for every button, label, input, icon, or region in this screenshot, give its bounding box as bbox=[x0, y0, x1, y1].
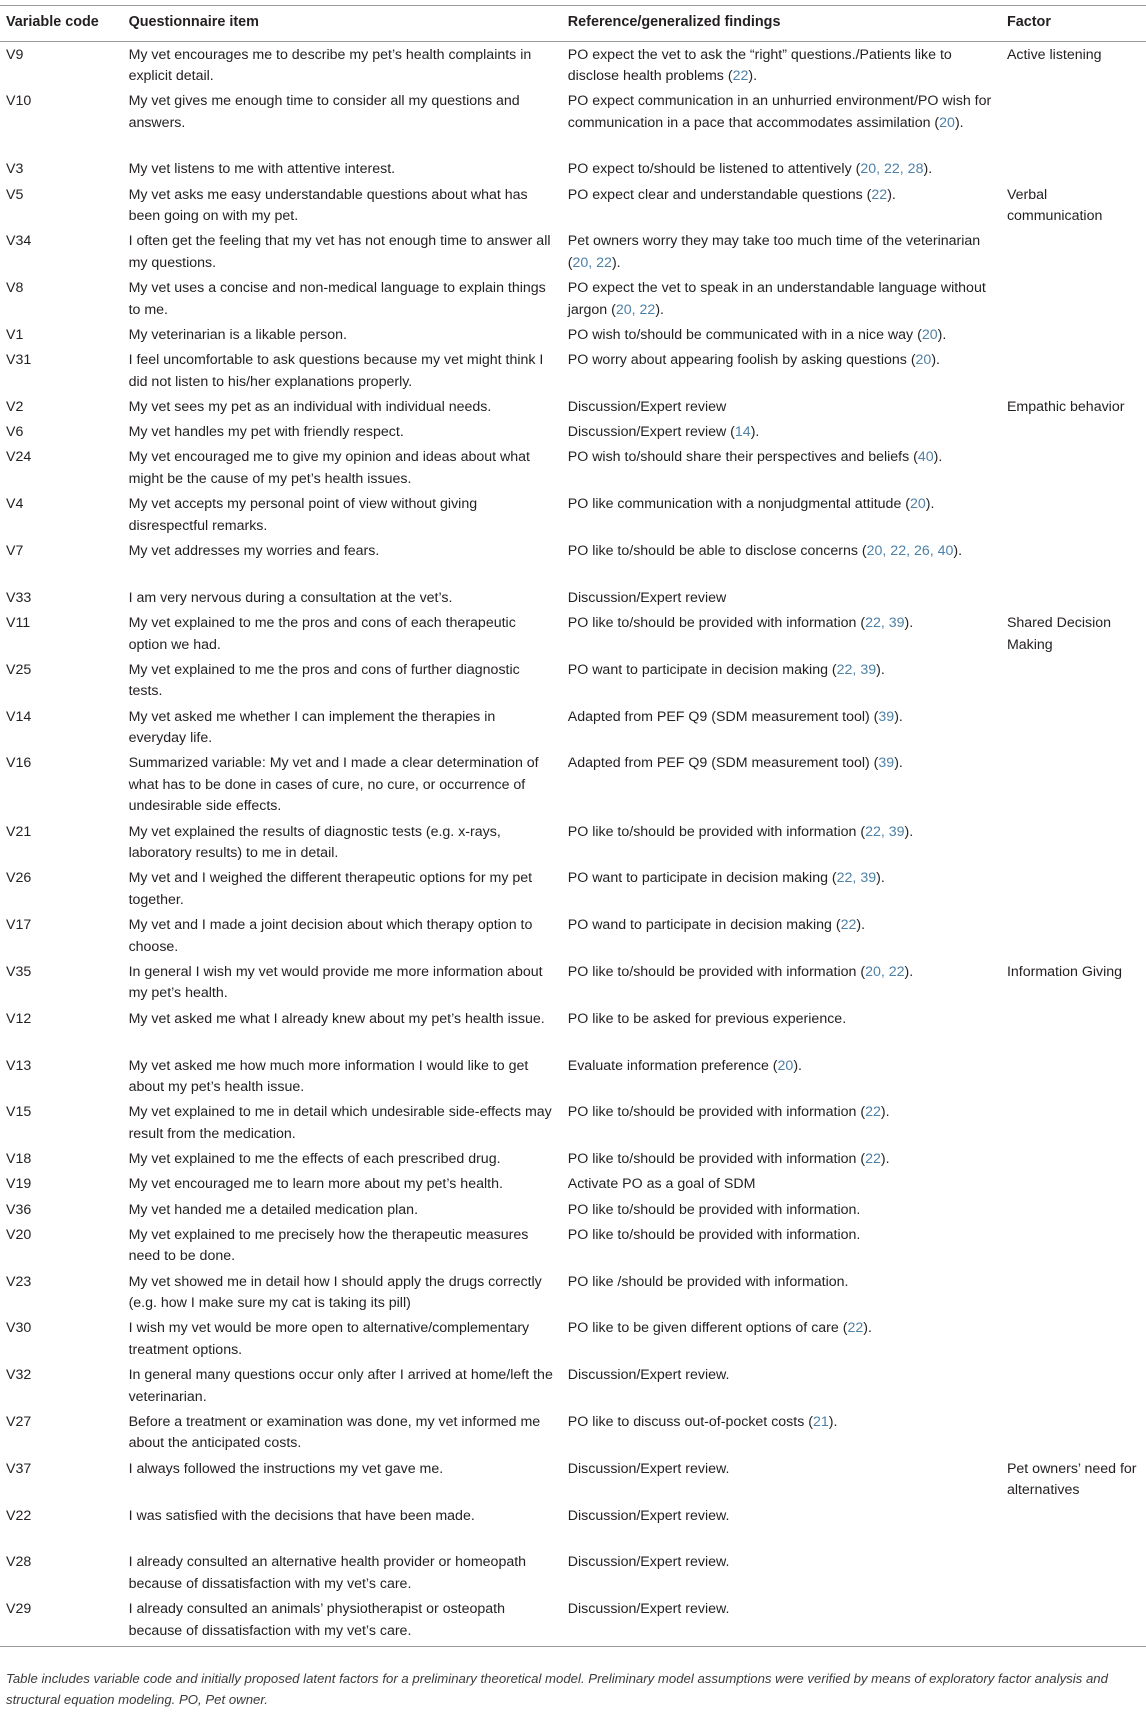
questionnaire-item-cell: My vet encouraged me to give my opinion and ideas about what might be the cause of my pet’s health issues. bbox=[128, 449, 530, 487]
table-row bbox=[0, 350, 1146, 397]
table-row bbox=[0, 1056, 1146, 1103]
header-questionnaire-item: Questionnaire item bbox=[123, 6, 562, 42]
reference-end: ). bbox=[828, 1413, 838, 1430]
citation-link[interactable]: 20, 22 bbox=[615, 301, 656, 318]
reference-end: ). bbox=[655, 301, 664, 318]
reference-text: Discussion/Expert review. bbox=[567, 1460, 730, 1477]
variable-code-cell: V4 bbox=[6, 496, 24, 513]
variable-code-cell: V2 bbox=[6, 399, 24, 416]
table-row bbox=[0, 1412, 1146, 1459]
reference-text: Discussion/Expert review bbox=[567, 589, 727, 606]
reference-cell bbox=[562, 868, 1001, 915]
factor-cell: Pet owners’ need for alternatives bbox=[1006, 1460, 1137, 1499]
variable-code-cell: V7 bbox=[6, 543, 24, 560]
reference-cell bbox=[562, 962, 1001, 1009]
reference-end: ). bbox=[880, 1104, 890, 1121]
table-row bbox=[0, 397, 1146, 422]
variable-code-cell: V14 bbox=[6, 708, 32, 725]
questionnaire-item-cell: My vet explained to me the pros and cons of further diagnostic tests. bbox=[128, 661, 520, 700]
reference-end: ). bbox=[748, 68, 758, 84]
reference-cell bbox=[562, 397, 1001, 422]
reference-text: Discussion/Expert review. bbox=[567, 1507, 730, 1524]
variable-code-cell: V19 bbox=[6, 1176, 32, 1193]
reference-cell bbox=[562, 1318, 1001, 1365]
reference-text: PO wish to/should be communicated with in a nice way ( bbox=[567, 327, 922, 344]
reference-end: ). bbox=[953, 543, 963, 560]
reference-end: ). bbox=[933, 449, 943, 466]
reference-text: PO worry about appearing foolish by asking questions ( bbox=[567, 352, 916, 369]
reference-text: PO like to be given different options of care ( bbox=[567, 1320, 848, 1337]
reference-cell bbox=[562, 822, 1001, 869]
citation-link[interactable]: 22 bbox=[847, 1320, 864, 1337]
reference-cell bbox=[562, 41, 1001, 91]
citation-link[interactable]: 20, 22 bbox=[865, 963, 905, 980]
factor-cell bbox=[1001, 753, 1146, 821]
citation-link[interactable]: 22 bbox=[871, 186, 888, 203]
table-row bbox=[0, 962, 1146, 1009]
questionnaire-item-cell: My vet explained to me in detail which undesirable side-effects may result from the medication. bbox=[128, 1104, 552, 1142]
factor-cell bbox=[1001, 1599, 1146, 1646]
table-header-row bbox=[0, 6, 1146, 42]
reference-end: ). bbox=[793, 1057, 802, 1074]
questionnaire-item-cell: I was satisfied with the decisions that have been made. bbox=[128, 1507, 475, 1524]
factor-cell bbox=[1001, 159, 1146, 184]
factor-cell bbox=[1001, 1318, 1146, 1365]
citation-link[interactable]: 22 bbox=[840, 917, 857, 934]
reference-text: PO like communication with a nonjudgmental attitude ( bbox=[567, 496, 911, 513]
factor-cell bbox=[1001, 1506, 1146, 1553]
variable-code-cell: V24 bbox=[6, 449, 32, 466]
reference-text: Adapted from PEF Q9 (SDM measurement tool) ( bbox=[567, 708, 879, 725]
reference-text: PO expect communication in an unhurried environment/PO wish for communication in a pace that accommodates assimilation ( bbox=[567, 93, 992, 131]
table-row bbox=[0, 1318, 1146, 1365]
table-row bbox=[0, 447, 1146, 494]
variable-code-cell: V17 bbox=[6, 917, 32, 934]
questionnaire-item-cell: My vet asked me how much more information I would like to get about my pet’s health issue. bbox=[128, 1057, 529, 1096]
factor-cell bbox=[1001, 1102, 1146, 1149]
table-row bbox=[0, 231, 1146, 278]
citation-link[interactable]: 22 bbox=[865, 1151, 881, 1168]
reference-cell bbox=[562, 588, 1001, 613]
variable-code-cell: V9 bbox=[6, 46, 24, 63]
table-row bbox=[0, 159, 1146, 184]
reference-cell bbox=[562, 494, 1001, 541]
factor-cell bbox=[1001, 350, 1146, 397]
table-row bbox=[0, 1149, 1146, 1174]
reference-end: ). bbox=[894, 708, 903, 725]
variable-code-cell: V26 bbox=[6, 870, 32, 887]
table-row bbox=[0, 1599, 1146, 1646]
factor-cell bbox=[1001, 1149, 1146, 1174]
factor-cell bbox=[1001, 1056, 1146, 1103]
questionnaire-item-cell: Before a treatment or examination was done, my vet informed me about the anticipated costs. bbox=[128, 1413, 541, 1452]
factor-cell bbox=[1001, 660, 1146, 707]
table-row bbox=[0, 1009, 1146, 1056]
reference-cell bbox=[562, 159, 1001, 184]
reference-text: PO like to discuss out-of-pocket costs ( bbox=[567, 1413, 813, 1430]
questionnaire-item-cell: In general many questions occur only after I arrived at home/left the veterinarian. bbox=[128, 1367, 553, 1405]
questionnaire-item-cell: I already consulted an animals’ physiotherapist or osteopath because of dissatisfaction with my vet’s care. bbox=[123, 1599, 562, 1646]
questionnaire-item-cell: My vet explained to me the effects of each prescribed drug. bbox=[128, 1151, 501, 1168]
factor-cell bbox=[1001, 1365, 1146, 1412]
questionnaire-item-cell: My vet uses a concise and non-medical language to explain things to me. bbox=[128, 280, 546, 318]
factor-cell bbox=[1001, 868, 1146, 915]
factor-cell bbox=[1001, 915, 1146, 962]
reference-cell bbox=[562, 613, 1001, 660]
table-row bbox=[0, 185, 1146, 232]
variable-code-cell: V1 bbox=[6, 327, 24, 344]
reference-cell bbox=[562, 231, 1001, 278]
reference-text: PO wish to/should share their perspectives and beliefs ( bbox=[567, 449, 918, 466]
reference-end: ). bbox=[750, 424, 760, 441]
citation-link[interactable]: 20 bbox=[939, 114, 955, 131]
questionnaire-item-cell: My vet asked me whether I can implement the therapies in everyday life. bbox=[128, 708, 496, 747]
variable-code-cell: V11 bbox=[6, 615, 31, 631]
citation-link[interactable]: 20 bbox=[915, 352, 932, 369]
factor-cell bbox=[1001, 1009, 1146, 1056]
variable-code-cell: V28 bbox=[6, 1554, 32, 1571]
variable-code-cell: V27 bbox=[6, 1413, 32, 1430]
factor-cell bbox=[1001, 1552, 1146, 1599]
reference-text: Adapted from PEF Q9 (SDM measurement tool) ( bbox=[567, 755, 879, 772]
reference-cell bbox=[562, 541, 1001, 588]
reference-text: PO expect the vet to ask the “right” questions./Patients like to disclose health problems ( bbox=[567, 46, 952, 84]
reference-end: ). bbox=[880, 1151, 890, 1168]
reference-cell bbox=[562, 1149, 1001, 1174]
table-row bbox=[0, 1506, 1146, 1553]
table-row bbox=[0, 753, 1146, 821]
reference-cell bbox=[562, 350, 1001, 397]
table-caption: Table includes variable code and initially proposed latent factors for a preliminary theoretical model. Preliminary model assumptions were verified by means of exploratory factor analysis and structural equation modeling. PO, Pet owner. bbox=[6, 1671, 1108, 1707]
table-row bbox=[0, 822, 1146, 869]
reference-text: PO like to/should be provided with information ( bbox=[567, 615, 866, 631]
questionnaire-item-cell: My vet gives me enough time to consider all my questions and answers. bbox=[128, 93, 520, 131]
table-row bbox=[0, 613, 1146, 660]
reference-text: Discussion/Expert review. bbox=[567, 1601, 730, 1618]
reference-end: ). bbox=[856, 917, 866, 934]
variable-code-cell: V6 bbox=[6, 424, 24, 441]
factor-cell bbox=[1001, 1225, 1146, 1272]
reference-end: ). bbox=[937, 327, 947, 344]
variable-code-cell: V36 bbox=[6, 1201, 32, 1218]
factor-cell bbox=[1001, 91, 1146, 159]
reference-text: PO like to/should be provided with information ( bbox=[567, 1151, 866, 1168]
variable-code-cell: V3 bbox=[6, 161, 24, 178]
reference-cell bbox=[562, 1056, 1001, 1103]
reference-cell bbox=[562, 1599, 1001, 1646]
reference-cell bbox=[562, 1365, 1001, 1412]
table-row bbox=[0, 1459, 1146, 1506]
questionnaire-item-cell: My vet asked me what I already knew about my pet’s health issue. bbox=[128, 1010, 545, 1027]
reference-text: PO like to/should be provided with information. bbox=[567, 1201, 861, 1218]
variable-code-cell: V5 bbox=[6, 186, 24, 203]
questionnaire-item-cell: My vet explained to me precisely how the therapeutic measures need to be done. bbox=[128, 1226, 529, 1265]
reference-text: PO like to be asked for previous experience. bbox=[567, 1010, 847, 1027]
table-row bbox=[0, 422, 1146, 447]
factor-cell: Active listening bbox=[1006, 46, 1102, 63]
reference-end: ). bbox=[904, 615, 914, 631]
questionnaire-item-cell: My vet addresses my worries and fears. bbox=[128, 543, 380, 560]
header-variable-code: Variable code bbox=[0, 6, 123, 42]
citation-link[interactable]: 20, 22 bbox=[572, 254, 612, 271]
reference-cell bbox=[562, 1009, 1001, 1056]
factor-cell bbox=[1001, 325, 1146, 350]
factor-cell: Empathic behavior bbox=[1006, 399, 1125, 416]
reference-cell bbox=[562, 1225, 1001, 1272]
table-row bbox=[0, 41, 1146, 91]
reference-text: PO expect to/should be listened to attentively ( bbox=[567, 161, 861, 178]
citation-link[interactable]: 20 bbox=[777, 1057, 794, 1074]
factor-cell bbox=[1001, 822, 1146, 869]
questionnaire-item-cell: My vet and I made a joint decision about which therapy option to choose. bbox=[128, 917, 533, 955]
reference-cell bbox=[562, 185, 1001, 232]
variable-code-cell: V21 bbox=[6, 823, 32, 840]
reference-cell bbox=[562, 422, 1001, 447]
questionnaire-item-cell: My vet encourages me to describe my pet’s health complaints in explicit detail. bbox=[128, 46, 532, 84]
variable-code-cell: V8 bbox=[6, 280, 24, 297]
reference-cell bbox=[562, 325, 1001, 350]
factor-cell: Information Giving bbox=[1006, 963, 1123, 980]
reference-cell bbox=[562, 707, 1001, 754]
reference-cell bbox=[562, 1506, 1001, 1553]
reference-end: ). bbox=[894, 755, 903, 772]
questionnaire-item-cell: My vet listens to me with attentive interest. bbox=[128, 161, 396, 178]
variable-code-cell: V18 bbox=[6, 1151, 32, 1168]
citation-link[interactable]: 39 bbox=[878, 708, 895, 725]
table-row bbox=[0, 325, 1146, 350]
reference-end: ). bbox=[925, 496, 935, 513]
factor-cell bbox=[1001, 707, 1146, 754]
reference-cell bbox=[562, 915, 1001, 962]
reference-cell bbox=[562, 1552, 1001, 1599]
variable-code-cell: V15 bbox=[6, 1104, 32, 1121]
table-row bbox=[0, 868, 1146, 915]
factor-cell bbox=[1001, 1412, 1146, 1459]
citation-link[interactable]: 20, 22, 28 bbox=[860, 161, 924, 178]
variable-code-cell: V35 bbox=[6, 963, 32, 980]
citation-link[interactable]: 22, 39 bbox=[865, 615, 905, 631]
reference-end: ). bbox=[863, 1320, 872, 1337]
questionnaire-item-cell: My vet encouraged me to learn more about my pet’s health. bbox=[128, 1176, 503, 1193]
factor-cell bbox=[1001, 494, 1146, 541]
questionnaire-item-cell: My vet asks me easy understandable questions about what has been going on with my pet. bbox=[128, 186, 528, 225]
citation-link[interactable]: 14 bbox=[734, 424, 751, 441]
reference-text: PO like to/should be able to disclose concerns ( bbox=[567, 543, 867, 560]
variable-code-cell: V30 bbox=[6, 1320, 32, 1337]
table-row bbox=[0, 1272, 1146, 1319]
reference-text: PO like to/should be provided with information ( bbox=[567, 823, 866, 840]
reference-text: Discussion/Expert review. bbox=[567, 1367, 730, 1384]
table-row bbox=[0, 1365, 1146, 1412]
reference-cell bbox=[562, 1102, 1001, 1149]
citation-link[interactable]: 22, 39 bbox=[836, 661, 877, 678]
factor-cell bbox=[1001, 541, 1146, 588]
variable-code-cell: V25 bbox=[6, 661, 32, 678]
reference-cell bbox=[562, 91, 1001, 159]
questionnaire-item-cell: I often get the feeling that my vet has not enough time to answer all my questions. bbox=[128, 233, 551, 271]
questionnaire-item-cell: I always followed the instructions my vet gave me. bbox=[128, 1460, 444, 1477]
reference-text: PO want to participate in decision making ( bbox=[567, 870, 837, 887]
reference-text: Discussion/Expert review bbox=[567, 399, 727, 416]
table-row bbox=[0, 707, 1146, 754]
reference-cell bbox=[562, 1459, 1001, 1506]
questionnaire-item-cell: My vet explained the results of diagnostic tests (e.g. x-rays, laboratory results) to me in detail. bbox=[128, 823, 501, 862]
header-reference: Reference/generalized findings bbox=[562, 6, 1001, 42]
reference-end: ). bbox=[931, 352, 940, 369]
variable-code-cell: V22 bbox=[6, 1507, 32, 1524]
table-row bbox=[0, 588, 1146, 613]
questionnaire-item-cell: My vet handles my pet with friendly respect. bbox=[128, 424, 404, 441]
reference-end: ). bbox=[904, 963, 914, 980]
reference-text: PO wand to participate in decision making ( bbox=[567, 917, 841, 934]
reference-text: Pet owners worry they may take too much time of the veterinarian ( bbox=[567, 233, 981, 271]
variable-code-cell: V10 bbox=[6, 93, 32, 110]
factor-cell bbox=[1001, 422, 1146, 447]
reference-cell bbox=[562, 278, 1001, 325]
reference-cell bbox=[562, 753, 1001, 821]
questionnaire-item-cell: My vet explained to me the pros and cons of each therapeutic option we had. bbox=[128, 615, 516, 653]
reference-text: PO like to/should be provided with information. bbox=[567, 1226, 861, 1243]
variable-code-cell: V20 bbox=[6, 1226, 32, 1243]
questionnaire-item-cell: My vet handed me a detailed medication plan. bbox=[128, 1201, 419, 1218]
reference-cell bbox=[562, 1174, 1001, 1199]
questionnaire-item-cell: My vet showed me in detail how I should apply the drugs correctly (e.g. how I make sure my cat is taking its pill) bbox=[128, 1273, 542, 1312]
factor-cell: Shared Decision Making bbox=[1006, 615, 1112, 653]
questionnaire-item-cell: Summarized variable: My vet and I made a clear determination of what has to be done in cases of cure, no cure, or occurrence of undesirable side effects. bbox=[128, 755, 539, 815]
factor-cell bbox=[1001, 1200, 1146, 1225]
reference-end: ). bbox=[923, 161, 933, 178]
variable-code-cell: V37 bbox=[6, 1460, 32, 1477]
questionnaire-item-cell: I am very nervous during a consultation at the vet’s. bbox=[128, 589, 453, 606]
table-row bbox=[0, 915, 1146, 962]
table-row bbox=[0, 1200, 1146, 1225]
reference-cell bbox=[562, 660, 1001, 707]
citation-link[interactable]: 21 bbox=[812, 1413, 829, 1430]
questionnaire-item-cell: I already consulted an alternative health provider or homeopath because of dissatisfaction with my vet’s care. bbox=[128, 1554, 527, 1592]
questionnaire-item-cell: My vet accepts my personal point of view without giving disrespectful remarks. bbox=[128, 496, 478, 534]
citation-link[interactable]: 22, 39 bbox=[836, 870, 877, 887]
variable-code-cell: V31 bbox=[6, 352, 32, 369]
factor-cell: Verbal communication bbox=[1006, 186, 1103, 225]
table-row bbox=[0, 1174, 1146, 1199]
table-row bbox=[0, 278, 1146, 325]
variable-code-cell: V29 bbox=[0, 1599, 123, 1646]
questionnaire-item-cell: My veterinarian is a likable person. bbox=[128, 327, 347, 344]
variable-code-cell: V23 bbox=[6, 1273, 32, 1290]
table-row bbox=[0, 660, 1146, 707]
factor-cell bbox=[1001, 447, 1146, 494]
citation-link[interactable]: 22 bbox=[732, 68, 749, 84]
reference-end: ). bbox=[954, 114, 964, 131]
citation-link[interactable]: 22 bbox=[865, 1104, 881, 1121]
citation-link[interactable]: 40 bbox=[917, 449, 934, 466]
factor-cell bbox=[1001, 1174, 1146, 1199]
reference-cell bbox=[562, 1272, 1001, 1319]
citation-link[interactable]: 20 bbox=[910, 496, 926, 513]
factor-cell bbox=[1001, 1272, 1146, 1319]
reference-cell bbox=[562, 1412, 1001, 1459]
variable-code-cell: V13 bbox=[6, 1057, 32, 1074]
header-factor: Factor bbox=[1001, 6, 1146, 42]
table-body bbox=[0, 41, 1146, 1646]
citation-link[interactable]: 22, 39 bbox=[865, 823, 905, 840]
reference-text: Activate PO as a goal of SDM bbox=[567, 1176, 756, 1193]
variable-code-cell: V32 bbox=[6, 1367, 32, 1384]
citation-link[interactable]: 39 bbox=[878, 755, 895, 772]
questionnaire-item-cell: I feel uncomfortable to ask questions because my vet might think I did not listen to his/her explanations properly. bbox=[128, 352, 544, 390]
reference-text: PO expect clear and understandable questions ( bbox=[567, 186, 872, 203]
questionnaire-table bbox=[0, 5, 1146, 1647]
citation-link[interactable]: 20, 22, 26, 40 bbox=[866, 543, 954, 560]
factor-cell bbox=[1001, 278, 1146, 325]
table-row bbox=[0, 91, 1146, 159]
reference-end: ). bbox=[887, 186, 896, 203]
citation-link[interactable]: 20 bbox=[921, 327, 938, 344]
table-row bbox=[0, 494, 1146, 541]
reference-text: PO expect the vet to speak in an understandable language without jargon ( bbox=[567, 280, 986, 318]
table-row bbox=[0, 1225, 1146, 1272]
table-row bbox=[0, 541, 1146, 588]
table-row bbox=[0, 1552, 1146, 1599]
reference-text: Discussion/Expert review. bbox=[567, 1554, 730, 1571]
factor-cell bbox=[1001, 588, 1146, 613]
reference-text: Evaluate information preference ( bbox=[567, 1057, 778, 1074]
table-row bbox=[0, 1102, 1146, 1149]
reference-end: ). bbox=[876, 870, 885, 887]
questionnaire-item-cell: My vet sees my pet as an individual with individual needs. bbox=[128, 399, 492, 416]
reference-end: ). bbox=[876, 661, 885, 678]
variable-code-cell: V16 bbox=[6, 755, 32, 772]
questionnaire-item-cell: In general I wish my vet would provide me more information about my pet’s health. bbox=[128, 963, 543, 1002]
variable-code-cell: V12 bbox=[6, 1010, 32, 1027]
questionnaire-item-cell: My vet and I weighed the different therapeutic options for my pet together. bbox=[128, 870, 533, 908]
questionnaire-item-cell: I wish my vet would be more open to alternative/complementary treatment options. bbox=[128, 1320, 530, 1358]
factor-cell bbox=[1001, 231, 1146, 278]
reference-text: PO like to/should be provided with information ( bbox=[567, 1104, 866, 1121]
reference-text: Discussion/Expert review ( bbox=[567, 424, 735, 441]
reference-text: PO like to/should be provided with information ( bbox=[567, 963, 866, 980]
variable-code-cell: V33 bbox=[6, 589, 32, 606]
reference-end: ). bbox=[904, 823, 914, 840]
reference-cell bbox=[562, 447, 1001, 494]
reference-cell bbox=[562, 1200, 1001, 1225]
reference-end: ). bbox=[611, 254, 621, 271]
reference-text: PO like /should be provided with information. bbox=[567, 1273, 849, 1290]
variable-code-cell: V34 bbox=[6, 233, 32, 250]
reference-text: PO want to participate in decision making ( bbox=[567, 661, 837, 678]
